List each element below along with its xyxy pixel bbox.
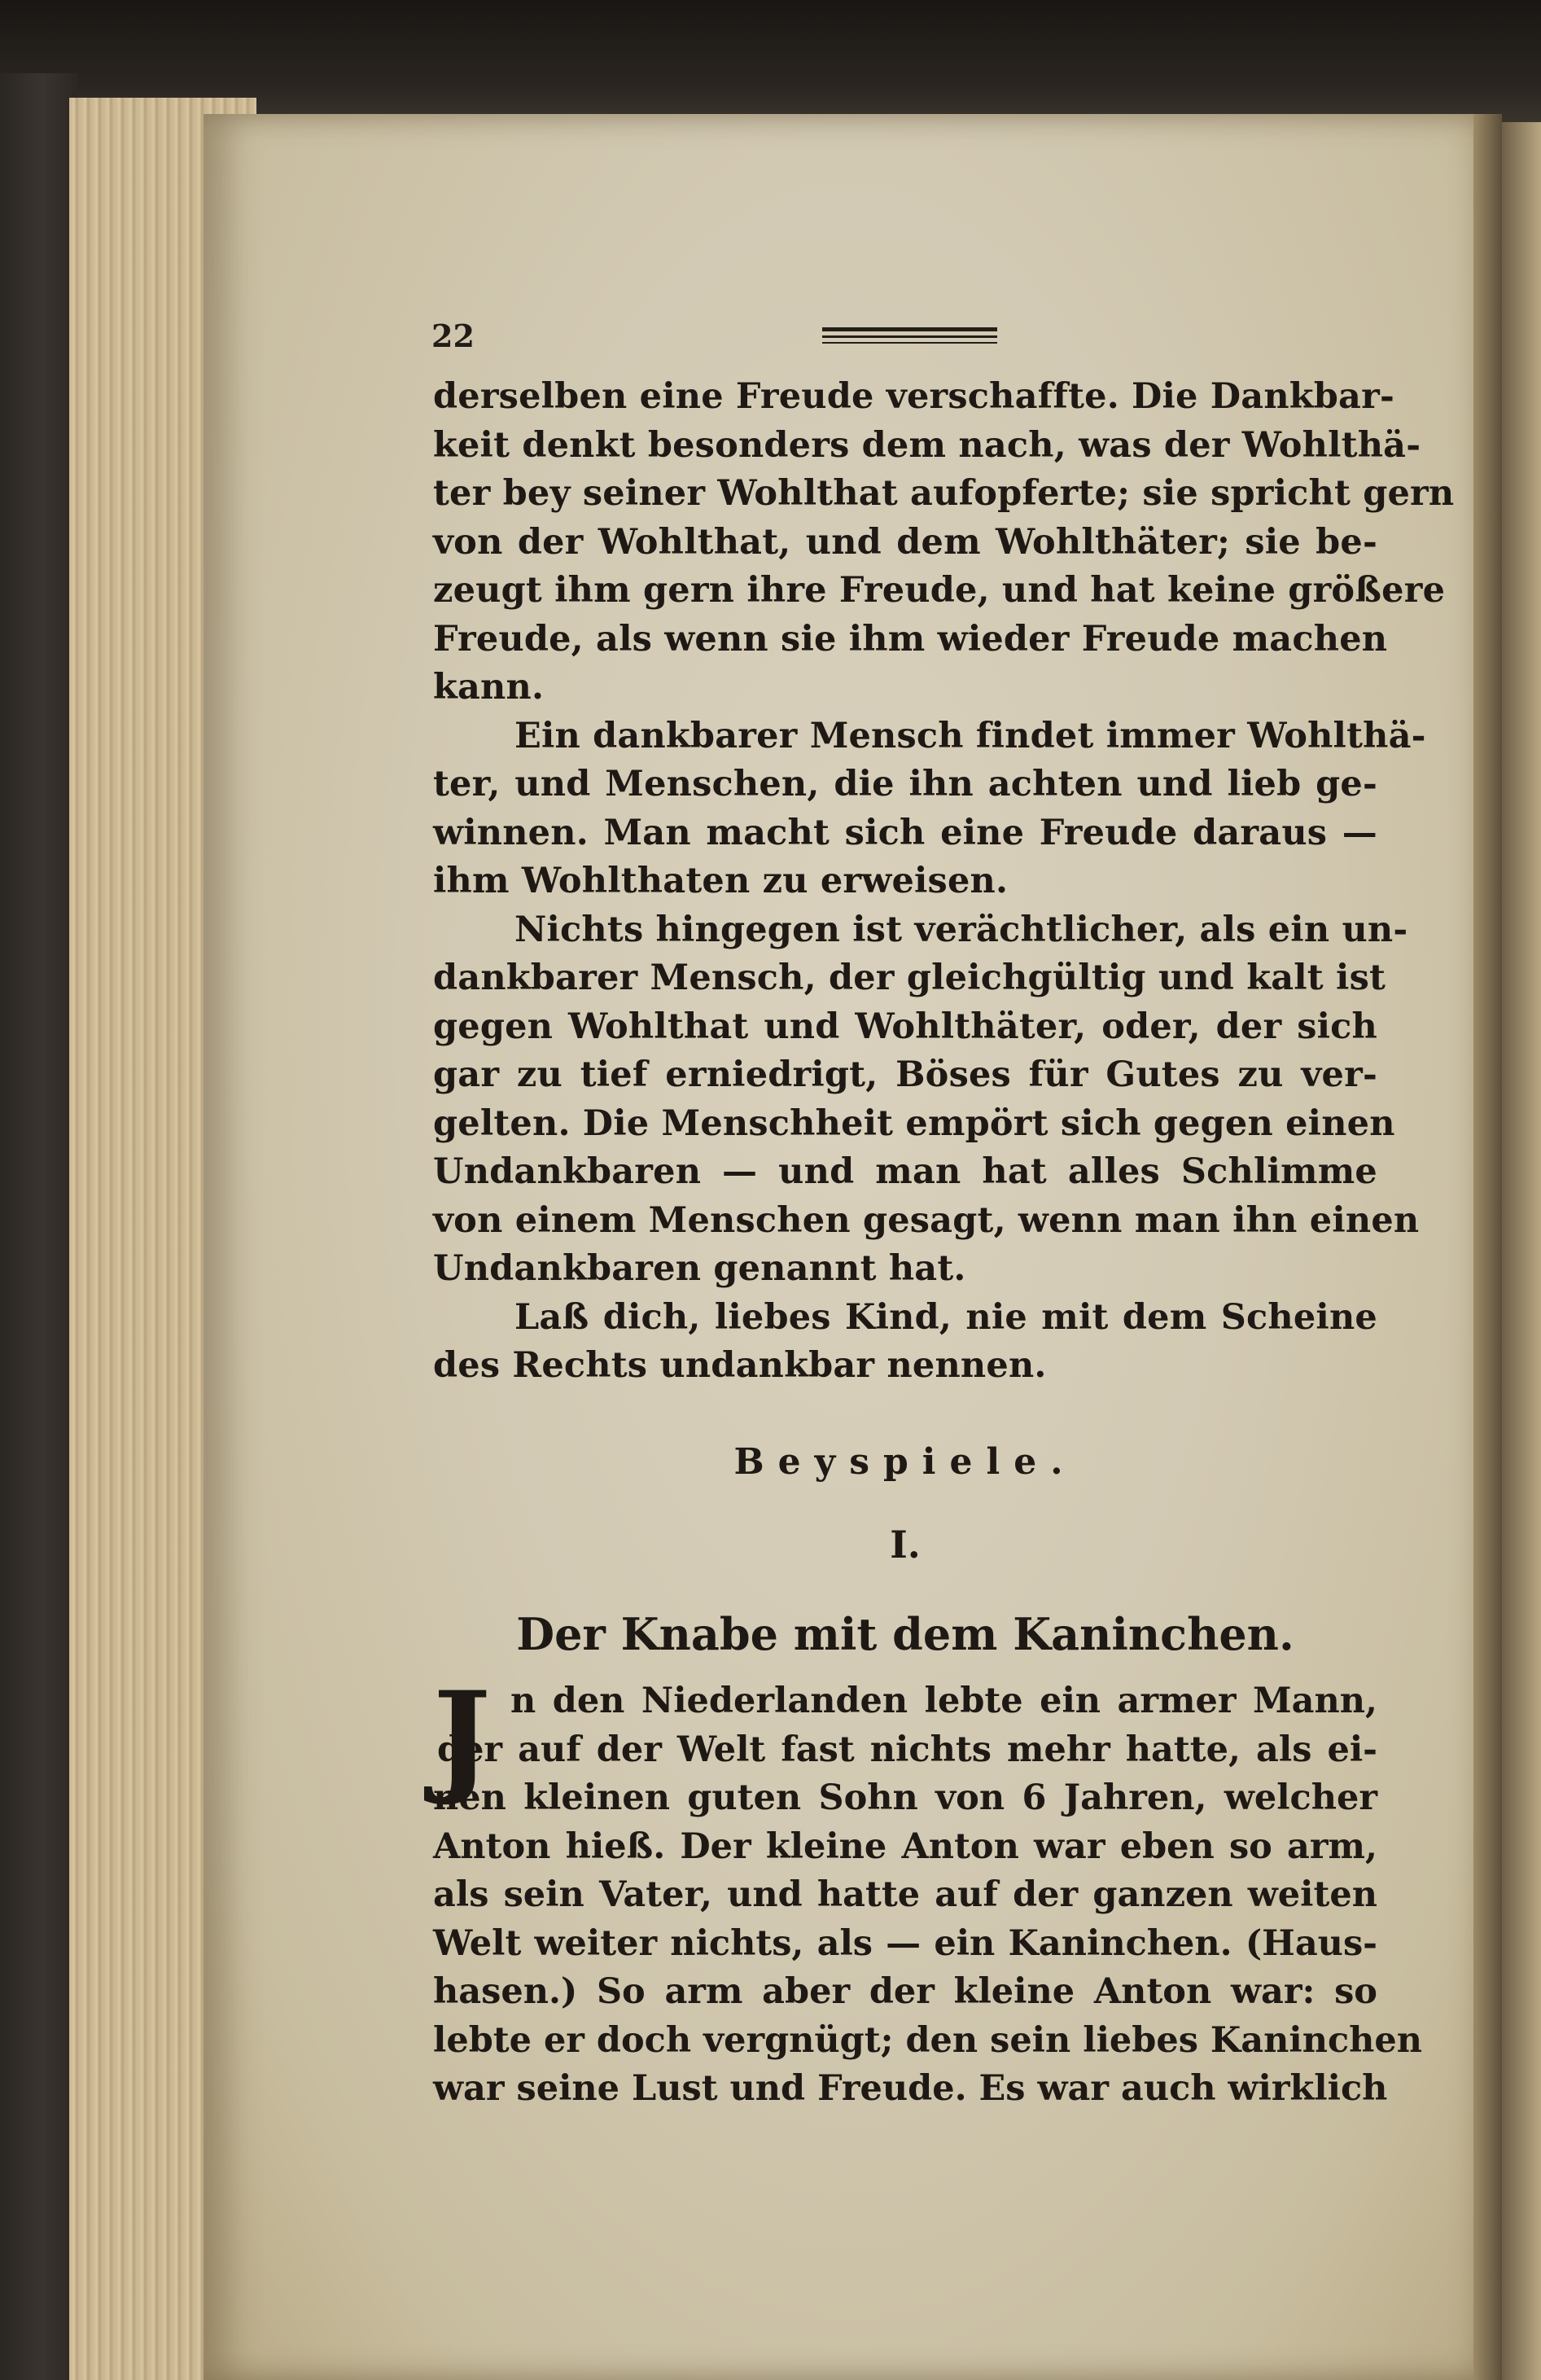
text-line: Ein dankbarer Mensch findet immer Wohlthä- (514, 715, 1426, 756)
text-line: gelten. Die Menschheit empört sich gegen einen (433, 1102, 1395, 1144)
text-line: Undankbaren genannt hat. (433, 1248, 966, 1289)
text-line: als sein Vater, und hatte auf der ganzen weiten (433, 1874, 1377, 1915)
text-line: n den Niederlanden lebte ein armer Mann, (510, 1681, 1377, 1721)
story-number: I. (890, 1523, 921, 1567)
page-gutter (1473, 114, 1502, 2380)
text-line: lebte er doch vergnügt; den sein liebes Kaninchen (433, 2019, 1423, 2061)
paragraph (433, 712, 1426, 906)
text-line: zeugt ihm gern ihre Freude, und hat keine größere (433, 570, 1446, 611)
text-line: dankbarer Mensch, der gleichgültig und kalt ist (433, 958, 1386, 998)
paragraph (433, 906, 1420, 1294)
paragraph (433, 373, 1455, 712)
text-line: kann. (433, 667, 545, 708)
text-line: nen kleinen guten Sohn von 6 Jahren, welcher (433, 1777, 1377, 1818)
text-line: gegen Wohlthat und Wohlthäter, oder, der sich (433, 1006, 1377, 1047)
text-line: war seine Lust und Freude. Es war auch wirklich (433, 2068, 1388, 2109)
paragraph (433, 1294, 1377, 1391)
book-cover-spine (0, 73, 77, 2380)
drop-cap: J (433, 1665, 491, 1808)
text-line: Laß dich, liebes Kind, nie mit dem Scheine (514, 1296, 1377, 1338)
story-text (433, 1665, 1423, 2114)
text-line: ter, und Menschen, die ihn achten und lieb ge- (433, 764, 1377, 804)
text-line: Nichts hingegen ist verächtlicher, als ein un- (514, 909, 1408, 950)
text-line: Undankbaren — und man hat alles Schlimme (433, 1151, 1377, 1192)
header-rule (822, 327, 997, 331)
text-line: von der Wohlthat, und dem Wohlthäter; sie be- (433, 521, 1377, 563)
text-line: ihm Wohlthaten zu erweisen. (433, 861, 1009, 901)
header-rule (822, 342, 997, 344)
text-line: von einem Menschen gesagt, wenn man ihn einen (433, 1199, 1420, 1241)
page-header (431, 318, 1368, 366)
page-number: 22 (431, 318, 475, 354)
text-line: gar zu tief erniedrigt, Böses für Gutes zu ver- (433, 1054, 1377, 1095)
story-title: Der Knabe mit dem Kaninchen. (516, 1608, 1294, 1660)
text-line: Freude, als wenn sie ihm wieder Freude machen (433, 618, 1388, 660)
text-line: keit denkt besonders dem nach, was der Wohlthä- (433, 424, 1421, 466)
facing-page-edge (1502, 122, 1541, 2380)
text-line: hasen.) So arm aber der kleine Anton war: so (433, 1971, 1377, 2012)
text-line: Welt weiter nichts, als — ein Kaninchen. (Haus- (433, 1922, 1377, 1964)
header-rule (822, 335, 997, 338)
body-text (433, 373, 1455, 1391)
section-heading: Beyspiele. (733, 1441, 1077, 1483)
text-line: derselben eine Freude verschaffte. Die Dankbar- (433, 376, 1395, 417)
text-line: ter bey seiner Wohlthat aufopferte; sie spricht gern (433, 473, 1455, 514)
text-line: winnen. Man macht sich eine Freude daraus — (433, 812, 1377, 853)
text-line: des Rechts undankbar nennen. (433, 1345, 1047, 1386)
text-line: der auf der Welt fast nichts mehr hatte, als ei- (437, 1729, 1377, 1770)
text-line: Anton hieß. Der kleine Anton war eben so arm, (433, 1826, 1377, 1867)
